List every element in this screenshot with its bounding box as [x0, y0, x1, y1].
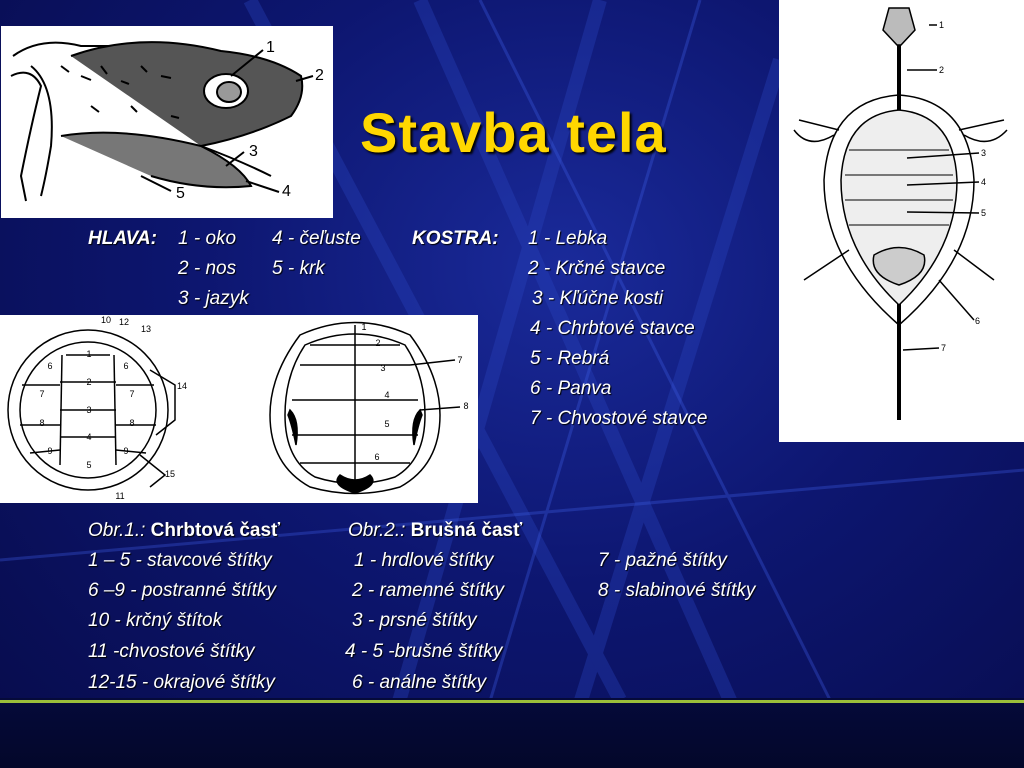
hlava-heading — [88, 228, 157, 250]
shell-figures — [0, 315, 478, 503]
legend-item: 4 - 5 -brušné štítky — [345, 641, 503, 662]
plastron-label-2: 2 — [375, 338, 381, 348]
head-label-2: 2 — [315, 67, 324, 84]
carapace-label-12: 12 — [118, 317, 130, 327]
carapace-label-6b: 6 — [123, 361, 129, 371]
carapace-label-2: 2 — [86, 377, 92, 387]
plastron-label-5: 5 — [384, 419, 390, 429]
hlava-item: 2 - nos — [178, 258, 237, 279]
head-label-4: 4 — [282, 183, 291, 200]
head-label-3: 3 — [249, 143, 258, 160]
kostra-item: 7 - Chvostové stavce — [530, 408, 708, 429]
plastron-label-8: 8 — [463, 401, 469, 411]
carapace-label-10: 10 — [100, 315, 112, 325]
skeleton-label-3: 3 — [981, 148, 987, 158]
head-label-1: 1 — [266, 39, 275, 56]
carapace-label-7b: 7 — [129, 389, 135, 399]
legend-item: 10 - krčný štítok — [88, 610, 223, 631]
plastron-diagram — [270, 323, 463, 494]
obr2-label: Obr.2.: — [348, 520, 406, 541]
head-label-5: 5 — [176, 185, 185, 202]
carapace-label-15: 15 — [164, 469, 176, 479]
plastron-label-6: 6 — [374, 452, 380, 462]
carapace-label-13: 13 — [140, 324, 152, 334]
kostra-item: 4 - Chrbtové stavce — [530, 318, 695, 339]
legend-item: 12-15 - okrajové štítky — [88, 672, 275, 693]
skeleton-label-5: 5 — [981, 208, 987, 218]
carapace-label-7a: 7 — [39, 389, 45, 399]
carapace-label-9b: 9 — [123, 446, 129, 456]
obr2-caption — [348, 520, 522, 542]
carapace-label-4: 4 — [86, 432, 92, 442]
legend-item: 7 - pažné štítky — [598, 550, 727, 571]
plastron-label-4: 4 — [384, 390, 390, 400]
carapace-label-9a: 9 — [47, 446, 53, 456]
kostra-item: 1 - Lebka — [528, 228, 608, 249]
legend-item: 6 - análne štítky — [352, 672, 487, 693]
carapace-label-1: 1 — [86, 349, 92, 359]
page-title: Stavba tela — [360, 101, 667, 164]
carapace-label-3: 3 — [86, 405, 92, 415]
obr1-label: Obr.1.: — [88, 520, 146, 541]
hlava-item: 4 - čeľuste — [272, 228, 361, 249]
plastron-label-1: 1 — [361, 322, 367, 332]
carapace-label-8a: 8 — [39, 418, 45, 428]
obr1-name: Chrbtová časť — [150, 520, 281, 541]
skeleton-label-4: 4 — [981, 177, 987, 187]
kostra-item: 6 - Panva — [530, 378, 612, 399]
kostra-label: KOSTRA: — [412, 228, 499, 249]
legend-item: 1 – 5 - stavcové štítky — [88, 550, 272, 571]
kostra-item: 5 - Rebrá — [530, 348, 610, 369]
legend-item: 11 -chvostové štítky — [88, 641, 255, 662]
legend-item: 3 - prsné štítky — [352, 610, 477, 631]
footer-band — [0, 698, 1024, 768]
skeleton-label-7: 7 — [941, 343, 947, 353]
carapace-label-5: 5 — [86, 460, 92, 470]
hlava-item: 5 - krk — [272, 258, 325, 279]
skeleton-label-1: 1 — [939, 20, 945, 30]
legend-item: 1 - hrdlové štítky — [354, 550, 494, 571]
legend-item: 2 - ramenné štítky — [352, 580, 505, 601]
kostra-item: 2 - Krčné stavce — [528, 258, 666, 279]
carapace-label-14: 14 — [176, 381, 188, 391]
legend-item: 6 –9 - postranné štítky — [88, 580, 276, 601]
turtle-head-figure — [1, 26, 333, 218]
hlava-item: 3 - jazyk — [178, 288, 249, 309]
skeleton-label-2: 2 — [939, 65, 945, 75]
hlava-label: HLAVA: — [88, 228, 157, 249]
kostra-item: 3 - Kľúčne kosti — [532, 288, 664, 309]
skeleton-label-6: 6 — [975, 316, 981, 326]
footer-accent-line — [0, 700, 1024, 703]
legend-item: 8 - slabinové štítky — [598, 580, 756, 601]
obr2-name: Brušná časť — [410, 520, 523, 541]
carapace-label-11: 11 — [115, 491, 125, 501]
carapace-label-8b: 8 — [129, 418, 135, 428]
turtle-skeleton-figure — [779, 0, 1024, 442]
plastron-label-7: 7 — [457, 355, 463, 365]
carapace-label-6a: 6 — [47, 361, 53, 371]
obr1-caption — [88, 520, 280, 542]
hlava-item: 1 - oko — [178, 228, 237, 249]
plastron-label-3: 3 — [380, 363, 386, 373]
